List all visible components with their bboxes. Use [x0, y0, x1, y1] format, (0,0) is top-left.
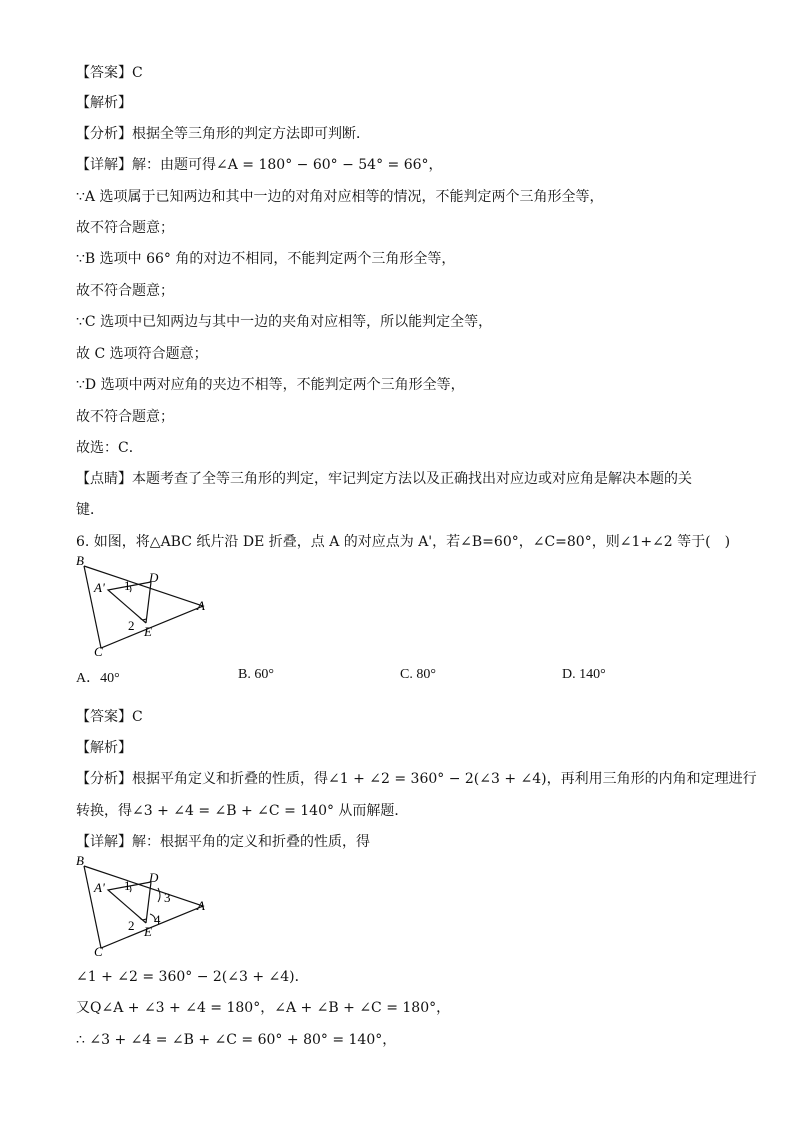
text-line: ∵C 选项中已知两边与其中一边的夹角对应相等，所以能判定全等， [76, 314, 493, 330]
text-line: 故不符合题意； [76, 409, 174, 425]
answer-label-1: 【答案】C [76, 65, 143, 81]
triangle-fold-figure-2 [70, 852, 220, 962]
text-line: ∵B 选项中 66° 角的对边不相同，不能判定两个三角形全等， [76, 251, 456, 267]
text-line: 键． [76, 502, 104, 518]
label-C: C [94, 944, 103, 959]
label-A: A [197, 598, 205, 613]
option-c: C. 80° [400, 667, 436, 682]
label-1: 1 [124, 878, 131, 893]
answer-label-2: 【答案】C [76, 709, 143, 725]
label-4: 4 [154, 912, 161, 927]
label-C: C [94, 644, 103, 659]
label-A-prime: A' [94, 580, 105, 595]
label-D: D [149, 570, 159, 585]
question-6: 6. 如图，将△ABC 纸片沿 DE 折叠，点 A 的对应点为 A'，若∠B=60°，∠C=80°，则∠1+∠2 等于( ) [76, 534, 731, 550]
text-line: 故不符合题意； [76, 220, 174, 236]
label-E: E [144, 624, 152, 639]
text-line: 【详解】解：由题可得∠A = 180° − 60° − 54° = 66°， [76, 157, 443, 173]
triangle-fold-figure-1 [70, 552, 220, 662]
analysis-label-2: 【解析】 [76, 740, 132, 756]
label-A: A [197, 898, 205, 913]
text-line: 【分析】根据平角定义和折叠的性质，得∠1 + ∠2 = 360° − 2(∠3 + ∠4)，再利用三角形的内角和定理进行 [76, 771, 757, 787]
label-B: B [76, 853, 84, 868]
option-b: B. 60° [238, 667, 274, 682]
text-line: ∠1 + ∠2 = 360° − 2(∠3 + ∠4)． [76, 969, 309, 985]
text-line: ∵A 选项属于已知两边和其中一边的对角对应相等的情况，不能判定两个三角形全等， [76, 189, 604, 205]
label-3: 3 [164, 890, 171, 905]
label-A-prime: A' [94, 880, 105, 895]
text-line: 故 C 选项符合题意； [76, 346, 208, 362]
text-line: ∵D 选项中两对应角的夹边不相等，不能判定两个三角形全等， [76, 377, 465, 393]
text-line: 转换，得∠3 + ∠4 = ∠B + ∠C = 140° 从而解题． [76, 803, 409, 819]
text-line: 【详解】解：根据平角的定义和折叠的性质，得 [76, 834, 370, 850]
option-a: A．40° [76, 671, 120, 686]
label-D: D [149, 870, 159, 885]
text-line: ∴ ∠3 + ∠4 = ∠B + ∠C = 60° + 80° = 140°， [76, 1032, 397, 1048]
label-2: 2 [128, 618, 135, 633]
text-line: 故选：C． [76, 440, 143, 456]
option-d: D. 140° [562, 667, 606, 682]
text-line: 又Q∠A + ∠3 + ∠4 = 180°，∠A + ∠B + ∠C = 180°， [76, 1000, 451, 1016]
label-2: 2 [128, 918, 135, 933]
text-line: 【点睛】本题考查了全等三角形的判定，牢记判定方法以及正确找出对应边或对应角是解决本题的关 [76, 471, 692, 487]
text-line: 【分析】根据全等三角形的判定方法即可判断． [76, 126, 370, 142]
label-B: B [76, 553, 84, 568]
analysis-label-1: 【解析】 [76, 95, 132, 111]
label-E: E [144, 924, 152, 939]
text-line: 故不符合题意； [76, 283, 174, 299]
label-1: 1 [124, 578, 131, 593]
